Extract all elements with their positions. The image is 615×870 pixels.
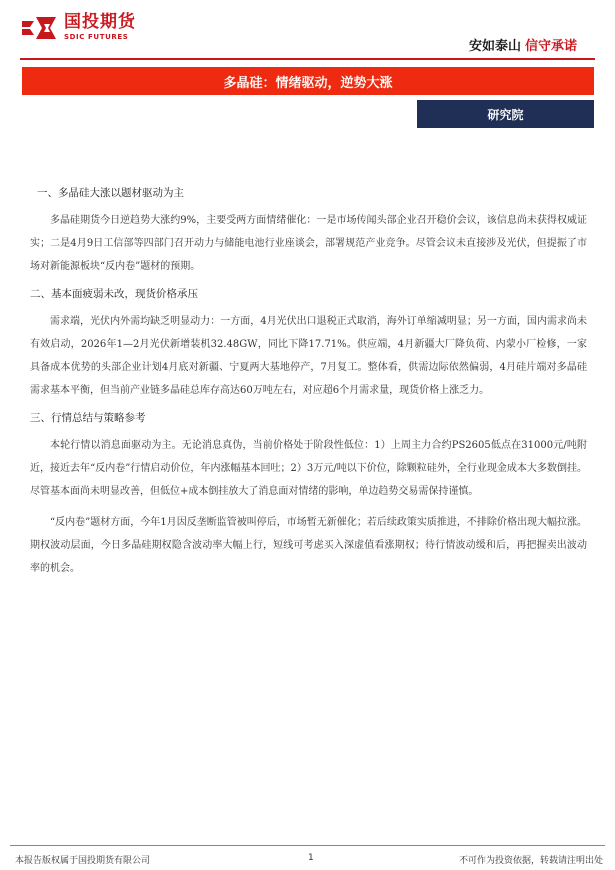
section-paragraph: 本轮行情以消息面驱动为主。无论消息真伪，当前价格处于阶段性低位：1）上周主力合约PS2605低点在31000元/吨附近，接近去年“反内卷”行情启动价位，年内涨幅基本回吐；2）3万元/吨以下价位，除颗粒硅外，全行业现金成本大多数倒挂。尽管基本面尚未明显改善，但低位+成本倒挂放大了消息面对情绪的影响，单边趋势交易需保持谨慎。 xyxy=(30,440,587,497)
section-paragraph: 需求端，光伏内外需均缺乏明显动力：一方面，4月光伏出口退税正式取消，海外订单缩减明显；另一方面，国内需求尚未有效启动，2026年1—2月光伏新增装机32.48GW，同比下降17.71%。供应端，4月新疆大厂降负荷、内蒙小厂检修，一家具备成本优势的头部企业计划4月底对新疆、宁夏两大基地停产，7月复工。整体看，供需边际依然偏弱，4月硅片端对多晶硅需求基本平衡，但当前产业链多晶硅总库存高达60万吨左右，对应超6个月需求量，现货价格上涨乏力。 xyxy=(30,316,587,396)
department-tag xyxy=(417,100,594,128)
page-number: 1 xyxy=(308,853,314,863)
logo-mark-icon xyxy=(20,15,58,41)
slogan-part1: 安如泰山 xyxy=(468,39,521,54)
header-divider xyxy=(20,58,595,60)
section-heading: 二、基本面疲弱未改，现货价格承压 xyxy=(30,288,198,300)
section-heading: 三、行情总结与策略参考 xyxy=(30,412,146,424)
report-title: 多晶硅：情绪驱动，逆势大涨 xyxy=(223,75,393,91)
section-paragraph: 多晶硅期货今日逆趋势大涨约9%，主要受两方面情绪催化：一是市场传闻头部企业召开稳价会议，该信息尚未获得权威证实；二是4月9日工信部等四部门召开动力与储能电池行业座谈会，部署规范产业竞争。尽管会议未直接涉及光伏，但提振了市场对新能源板块“反内卷”题材的预期。 xyxy=(30,215,587,272)
slogan xyxy=(469,35,577,54)
department-label: 研究院 xyxy=(487,107,524,122)
logo-name-cn: 国投期货 xyxy=(64,12,136,32)
footer-copyright: 本报告版权属于国投期货有限公司 xyxy=(15,856,151,866)
page-header xyxy=(0,0,615,60)
logo-name-en: SDIC FUTURES xyxy=(64,33,129,41)
report-body xyxy=(30,185,587,588)
section-paragraph: “反内卷”题材方面，今年1月因反垄断监管被叫停后，市场暂无新催化；若后续政策实质推进，不排除价格出现大幅拉涨。期权波动层面，今日多晶硅期权隐含波动率大幅上行，短线可考虑买入深虚值看涨期权；待行情波动缓和后，再把握卖出波动率的机会。 xyxy=(30,517,587,574)
section-heading: 一、多晶硅大涨以题材驱动为主 xyxy=(37,187,184,199)
footer-disclaimer: 不可作为投资依据，转载请注明出处 xyxy=(458,856,603,866)
footer-divider xyxy=(10,845,605,846)
logo-text xyxy=(64,14,136,41)
slogan-part2: 信守承诺 xyxy=(524,39,577,54)
page-footer xyxy=(0,845,615,870)
company-logo xyxy=(20,14,136,41)
report-title-bar xyxy=(22,67,594,95)
